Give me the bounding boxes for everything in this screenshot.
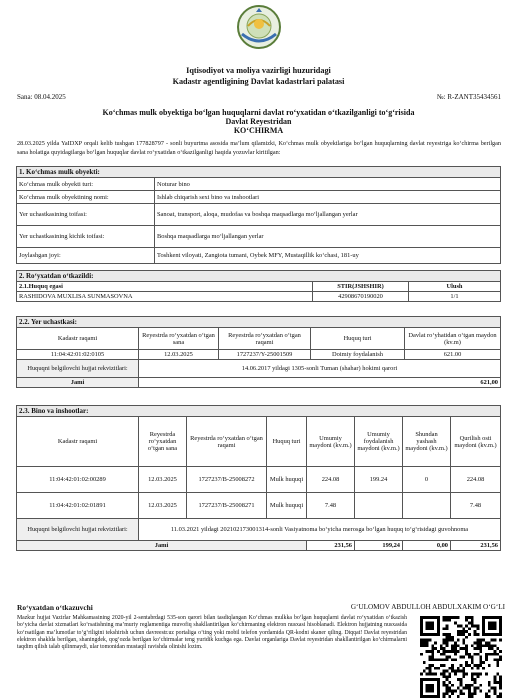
land-plot-table: [16, 316, 501, 388]
col-header: Huquq turi: [311, 328, 405, 350]
col-header: Reyestrda ro‘yxatdan o‘tgan sana: [139, 417, 187, 467]
label: Joylashgan joyi:: [17, 248, 155, 264]
col-header: Qurilish osti maydoni (kv.m.): [451, 417, 501, 467]
registration-table: [16, 270, 501, 302]
cell: 12.03.2025: [139, 467, 187, 493]
cell: Mulk huquqi: [267, 493, 307, 519]
cell: 7.48: [307, 493, 355, 519]
cell: 199.24: [355, 467, 403, 493]
cell: 11:04:42:01:02:0105: [17, 350, 139, 360]
owner-share: 1/1: [409, 292, 501, 302]
basis-value: 11.03.2021 yildagi 20210217300​1314-sonli Vasiyatnoma bo‘yicha merosga bo‘lgan huquq to‘g‘risidagi guvohnoma: [139, 519, 501, 541]
owner-stir: 42908670190020: [313, 292, 409, 302]
doc-title-3: KO‘CHIRMA: [233, 126, 284, 135]
cell: 0: [403, 467, 451, 493]
total-cell: 199,24: [355, 541, 403, 551]
table-row: [17, 493, 501, 519]
qr-code-icon[interactable]: [420, 616, 502, 698]
cell: 1727237/B-25008271: [187, 493, 267, 519]
cell: [355, 493, 403, 519]
cell: 1727237/B-25008272: [187, 467, 267, 493]
cell: [403, 493, 451, 519]
registrar-name: G‘ULOMOV ABDULLOH ABDULXAKIM O‘G‘LI: [350, 603, 505, 611]
col-header: Huquq turi: [267, 417, 307, 467]
share-header: Ulush: [409, 282, 501, 292]
owner-name: RASHIDOVA MUXLISA SUNMASOVNA: [17, 292, 313, 302]
cell: 12.03.2025: [139, 350, 219, 360]
total-cell: 231,56: [307, 541, 355, 551]
value: Toshkent viloyati, Zangiota tumani, Oybek MFY, Mustaqillik ko‘chasi, 181-uy: [155, 248, 501, 264]
buildings-table: [16, 405, 501, 551]
total-label: Jami: [17, 541, 307, 551]
owner-header: 2.1.Huquq egasi: [17, 282, 313, 292]
cell: 1727237/Y-25001509: [219, 350, 311, 360]
total-label: Jami: [17, 378, 139, 388]
total-cell: 231,56: [451, 541, 501, 551]
registrar-title: Ro‘yxatdan o‘tkazuvchi: [17, 603, 93, 612]
section-23-title: 2.3. Bino va inshootlar:: [17, 406, 501, 417]
label: Yer uchastkasining kichik toifasi:: [17, 226, 155, 248]
col-header: Davlat ro‘yhatidan o‘tgan maydon (kv.m): [405, 328, 501, 350]
property-table: [16, 166, 501, 264]
stir-header: STIR(JSHSHIR): [313, 282, 409, 292]
col-header: Reyestrda ro‘yxatdan o‘tgan sana: [139, 328, 219, 350]
basis-label: Huquqni belgilovchi hujjat rekvizitlari:: [17, 360, 139, 378]
section-22-title: 2.2. Yer uchastkasi:: [17, 317, 501, 328]
cell: 12.03.2025: [139, 493, 187, 519]
value: Ishlab chiqarish sexi bino va inshootlari: [155, 191, 501, 204]
intro-paragraph: 28.03.2025 yilda YaIDXP orqali kelib tushgan 177828797 - sonli buyurtma asosida ma’lum qilamizki, Ko‘chmas mulk obyektlariga bo‘lgan huquqlarning davlat reyestriga ko‘chirma berilgan sana holatiga quyidagilarga bo‘lgan huquqlar davlat ro‘yxatidan o‘tkazilganligi haqida yozuvlar kiritilgan:: [17, 140, 501, 156]
document-date: Sana: 08.04.2025: [17, 93, 66, 101]
total-value: 621,00: [139, 378, 501, 388]
col-header: Umumiy maydoni (kv.m.): [307, 417, 355, 467]
cell: 224.08: [451, 467, 501, 493]
label: Yer uchastkasining toifasi:: [17, 204, 155, 226]
value: Sanoat, transport, aloqa, mudofaa va boshqa maqsadlarga mo‘ljallangan yerlar: [155, 204, 501, 226]
cell: Doimiy foydalanish: [311, 350, 405, 360]
legal-note: Mazkur hujjat Vazirlar Mahkamasining 2020-yil 2-sentabrdagi 535-son qarori bilan tasdiqlangan Ko‘chmas mulkka bo‘lgan huquqlarni davlat ro‘yxatidan o‘tkazish bo‘yicha davlat xizmatlari ko‘rsatishning ma’muriy reglamentiga muvofiq shakllantirilgan ko‘chirmaning elektron nusxasi hisoblanadi. Elektron hujjatning nusxasida ko‘rsatilgan ma’lumotlar to‘g‘riligini tekshirish uchun davreestr.uz portaliga o‘ting yoki mobil telefon yordamida QR-kodni skaner qiling. Diqqat! Davlat reyestridan elektron shaklda berilgan, shaningdek, qog‘ozda berilgan ko‘chirmalar teng yuridik kuchga ega. Davlat organlariga Davlat reyestridan shakllantirilgan ko‘chirmalarni taqdim qilish talab qilinmaydi, ular tomonidan mustaqil ravishda olinishi lozim.: [17, 615, 407, 651]
cell: 7.48: [451, 493, 501, 519]
value: Boshqa maqsadlarga mo‘ljallangan yerlar: [155, 226, 501, 248]
col-header: Umumiy foydalanish maydoni (kv.m.): [355, 417, 403, 467]
doc-title-1: Ko‘chmas mulk obyektiga bo‘lgan huquqlarni davlat ro‘yxatidan o‘tkazilganligi to‘g‘risida: [102, 108, 415, 117]
basis-value: 14.06.2017 yildagi 1305-sonli Tuman (shahar) hokimi qarori: [139, 360, 501, 378]
total-cell: 0,00: [403, 541, 451, 551]
agency-line-1: Iqtisodiyot va moliya vazirligi huzuridagi: [186, 66, 331, 75]
col-header: Kadastr raqami: [17, 417, 139, 467]
col-header: Reyestrda ro‘yxatdan o‘tgan raqami: [219, 328, 311, 350]
cell: 224.08: [307, 467, 355, 493]
label: Ko‘chmas mulk obyekti turi:: [17, 178, 155, 191]
label: Ko‘chmas mulk obyektining nomi:: [17, 191, 155, 204]
section-1-title: 1. Ko‘chmas mulk obyekti:: [17, 167, 501, 178]
basis-label: Huquqni belgilovchi hujjat rekvizitlari:: [17, 519, 139, 541]
value: Noturar bino: [155, 178, 501, 191]
col-header: Reyestrda ro‘yxatdan o‘tgan raqami: [187, 417, 267, 467]
col-header: Kadastr raqami: [17, 328, 139, 350]
state-emblem-icon: [236, 4, 282, 50]
cell: 11:04:42:01:02:01891: [17, 493, 139, 519]
table-row: [17, 350, 501, 360]
cell: 621.00: [405, 350, 501, 360]
col-header: Shundan yashash maydoni (kv.m.): [403, 417, 451, 467]
doc-title-2: Davlat Reyestridan: [225, 117, 292, 126]
cell: 11:04:42:01:02:00289: [17, 467, 139, 493]
cell: Mulk huquqi: [267, 467, 307, 493]
document-number: №: R-ZANT35434561: [436, 93, 501, 101]
table-row: [17, 467, 501, 493]
section-2-title: 2. Ro‘yxatdan o‘tkazildi:: [17, 271, 501, 282]
agency-line-2: Kadastr agentligining Davlat kadastrlari palatasi: [172, 77, 345, 86]
